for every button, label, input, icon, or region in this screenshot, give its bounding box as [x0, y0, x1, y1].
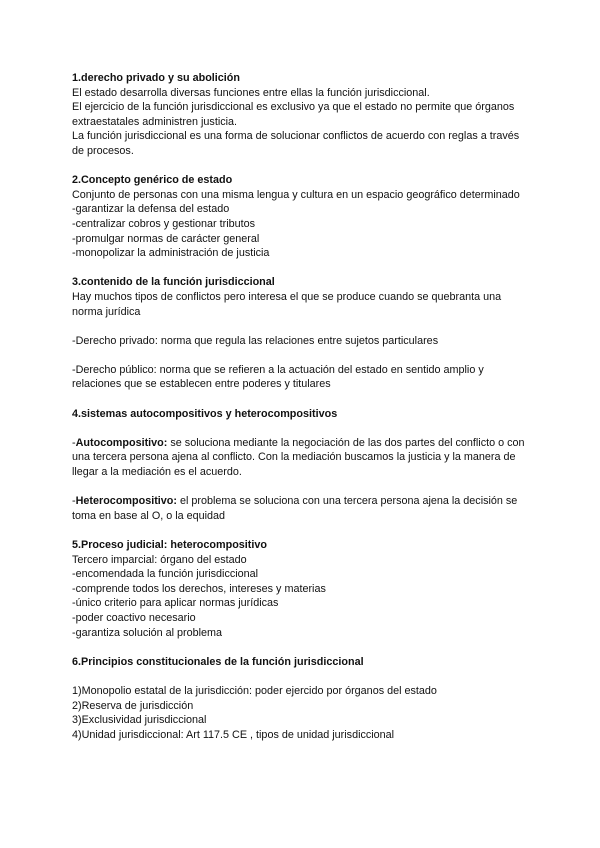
section-3 — [72, 275, 532, 392]
list-item: -garantizar la defensa del estado — [72, 203, 230, 216]
section-4 — [72, 407, 532, 524]
list-item: -comprende todos los derechos, intereses y materias — [72, 582, 326, 595]
section-heading: 5.Proceso judicial: heterocompositivo — [72, 539, 267, 551]
list-item: 2)Reserva de jurisdicción — [72, 699, 194, 712]
paragraph: Hay muchos tipos de conflictos pero interesa el que se produce cuando se quebranta una norma jurídica — [72, 290, 502, 318]
definition: se soluciona mediante la negociación de las dos partes del conflicto o con una tercera persona ajena al conflicto. Con la mediación buscamos la justicia y la manera de llegar a la mediación es el acuerdo. — [72, 436, 525, 479]
list-item: 1)Monopolio estatal de la jurisdicción: poder ejercido por órganos del estado — [72, 684, 437, 697]
paragraph — [72, 436, 532, 480]
document-body — [72, 71, 532, 757]
section-heading: 3.contenido de la función jurisdiccional — [72, 276, 275, 289]
paragraph: El estado desarrolla diversas funciones entre ellas la función jurisdiccional. — [72, 86, 430, 99]
section-1 — [72, 71, 532, 159]
paragraph: La función jurisdiccional es una forma de solucionar conflictos de acuerdo con reglas a través de procesos. — [72, 130, 520, 157]
paragraph: Conjunto de personas con una misma lengua y cultura en un espacio geográfico determinado — [72, 188, 520, 201]
section-heading: 2.Concepto genérico de estado — [72, 174, 233, 187]
list-item: -garantiza solución al problema — [72, 626, 223, 639]
term-heterocompositivo: Heterocompositivo: — [75, 495, 177, 508]
section-heading: 4.sistemas autocompositivos y heterocompositivos — [72, 407, 338, 420]
term-autocompositivo: Autocompositivo: — [75, 436, 168, 449]
section-5 — [72, 538, 532, 640]
list-item: 3)Exclusividad jurisdiccional — [72, 714, 207, 727]
section-heading: 1.derecho privado y su abolición — [72, 72, 240, 84]
section-2 — [72, 173, 532, 261]
section-heading: 6.Principios constitucionales de la función jurisdiccional — [72, 655, 364, 668]
list-item: -promulgar normas de carácter general — [72, 232, 260, 245]
definition: el problema se soluciona con una tercera persona ajena la decisión se toma en base al O, o la equidad — [72, 495, 518, 522]
list-item: -encomendada la función jurisdiccional — [72, 568, 259, 581]
list-item: -monopolizar la administración de justicia — [72, 247, 270, 260]
paragraph: -Derecho público: norma que se refieren a la actuación del estado en sentido amplio y relaciones que se establecen entre poderes y titulares — [72, 363, 484, 391]
paragraph: -Derecho privado: norma que regula las relaciones entre sujetos particulares — [72, 334, 439, 347]
paragraph — [72, 494, 532, 523]
paragraph: El ejercicio de la función jurisdiccional es exclusivo ya que el estado no permite que órganos extraestatales administren justicia. — [72, 101, 515, 128]
paragraph: Tercero imparcial: órgano del estado — [72, 553, 247, 566]
list-item: 4)Unidad jurisdiccional: Art 117.5 CE , tipos de unidad jurisdiccional — [72, 728, 395, 741]
dash: - — [72, 495, 76, 508]
list-item: -poder coactivo necesario — [72, 611, 196, 624]
section-6 — [72, 655, 532, 743]
list-item: -único criterio para aplicar normas jurídicas — [72, 597, 279, 610]
list-item: -centralizar cobros y gestionar tributos — [72, 217, 256, 230]
dash: - — [72, 436, 76, 449]
